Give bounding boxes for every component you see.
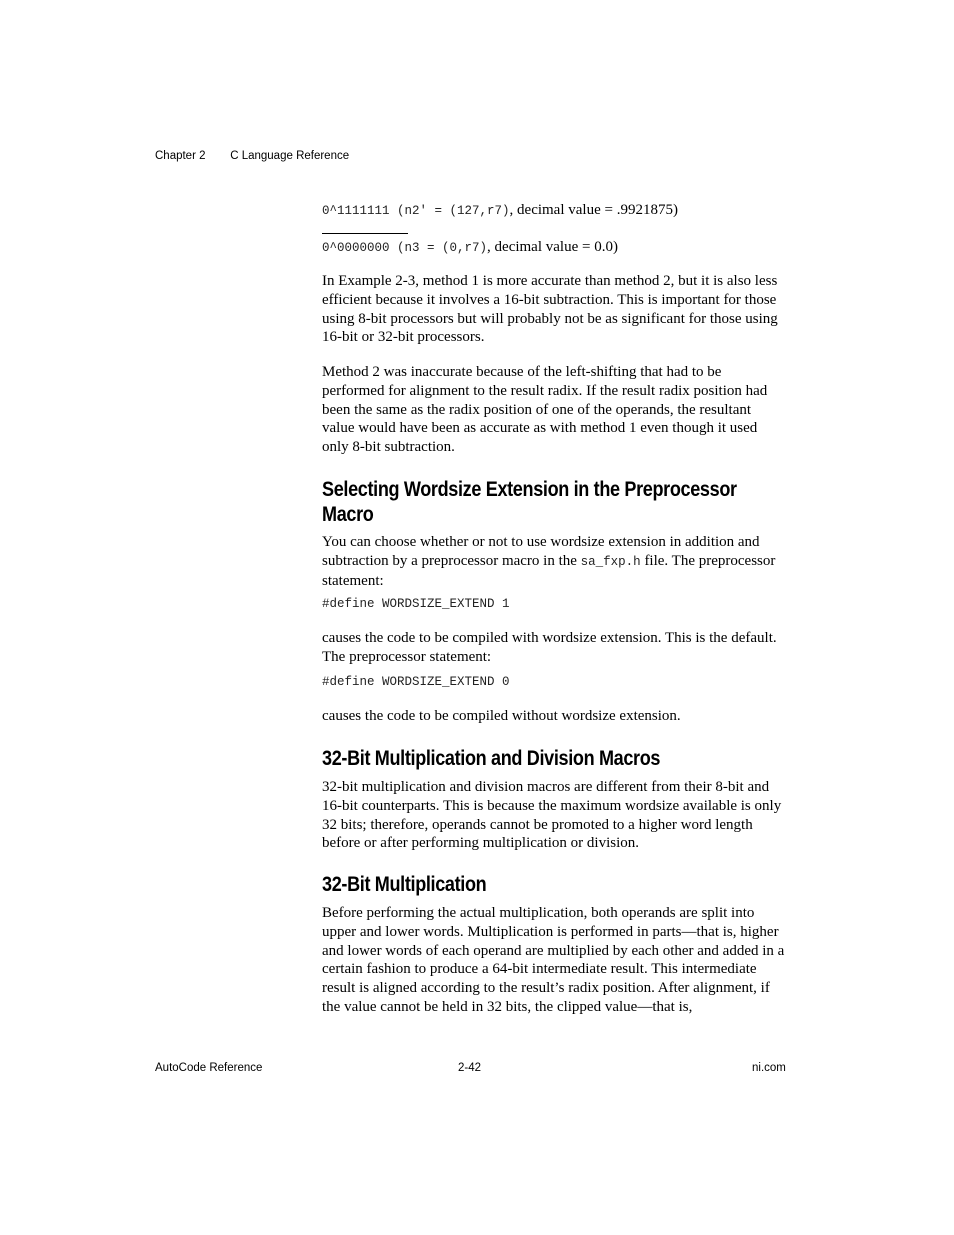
paragraph-with-extension xyxy=(322,629,787,667)
paragraph-text: You can choose whether or not to use wordsize extension in addition and subtraction by a preprocessor macro in the xyxy=(322,534,760,569)
paragraph-text: causes the code to be compiled without wordsize extension. xyxy=(322,708,681,724)
paragraph-text: In Example 2-3, method 1 is more accurate than method 2, but it is also less efficient because it involves a 16-bit subtraction. This is important for those using 8-bit processors but will probably not be as significant for those using 16-bit or 32-bit processors. xyxy=(322,273,778,346)
heading-text: 32-Bit Multiplication xyxy=(322,873,487,896)
paragraph-wordsize-intro xyxy=(322,533,787,590)
code-define-0 xyxy=(322,673,787,691)
filename-code: sa_fxp.h xyxy=(580,554,641,569)
paragraph-32bit-macros xyxy=(322,778,787,853)
paragraph-text: Before performing the actual multiplication, both operands are split into upper and lower words. Multiplication is performed in parts—that is, higher and lower words of each operand are multiplied by each other and added in a certain fashion to produce a 64-bit intermediate result. This intermediate result is aligned according to the result’s radix position. After alignment, if the value cannot be held in 32 bits, the clipped value—that is, xyxy=(322,905,785,1015)
equation-line-2 xyxy=(322,238,787,258)
paragraph-text: 32-bit multiplication and division macros are different from their 8-bit and 16-bit counterparts. This is because the maximum wordsize available is only 32 bits; therefore, operands cannot be promoted to a higher word length before or after performing multiplication or division. xyxy=(322,779,782,852)
paragraph-text: Method 2 was inaccurate because of the left-shifting that had to be performed for alignment to the result radix. If the result radix position had been the same as the radix position of one of the operands, the resultant value would have been as accurate as with method 1 even though it used only 8-bit subtraction. xyxy=(322,364,768,456)
paragraph-accuracy xyxy=(322,272,787,347)
equation-2-text: , decimal value = 0.0) xyxy=(487,239,618,255)
code-line: #define WORDSIZE_EXTEND 0 xyxy=(322,675,510,689)
paragraph-method2 xyxy=(322,363,787,457)
heading-line-1: Selecting Wordsize Extension in the Preprocessor xyxy=(322,478,737,501)
footer-page-number: 2-42 xyxy=(458,1062,482,1074)
code-define-1 xyxy=(322,595,787,613)
section-heading-32bit-multiplication xyxy=(322,872,787,897)
section-heading-wordsize xyxy=(322,477,787,527)
paragraph-text: file. The preprocessor statement: xyxy=(322,552,776,589)
paragraph-without-extension xyxy=(322,707,787,726)
divider-rule xyxy=(322,233,408,234)
equation-2-code: 0^0000000 (n3 = (0,r7) xyxy=(322,241,488,255)
chapter-label: Chapter 2 xyxy=(155,150,206,162)
section-heading-32bit-macros xyxy=(322,746,787,771)
paragraph-text: causes the code to be compiled with wordsize extension. This is the default. The preprocessor statement: xyxy=(322,630,777,665)
running-header xyxy=(155,150,349,162)
equation-1-code: 0^1111111 (n2' = (127,r7) xyxy=(322,204,510,218)
equation-1-text: , decimal value = .9921875) xyxy=(509,202,678,218)
chapter-title: C Language Reference xyxy=(230,150,350,162)
footer-website: ni.com xyxy=(752,1062,786,1074)
paragraph-32bit-multiplication xyxy=(322,904,787,1017)
code-line: #define WORDSIZE_EXTEND 1 xyxy=(322,597,510,611)
equation-line-1 xyxy=(322,201,787,221)
heading-line-2: Macro xyxy=(322,503,374,526)
footer-manual-title: AutoCode Reference xyxy=(155,1062,263,1074)
heading-text: 32-Bit Multiplication and Division Macros xyxy=(322,747,661,770)
